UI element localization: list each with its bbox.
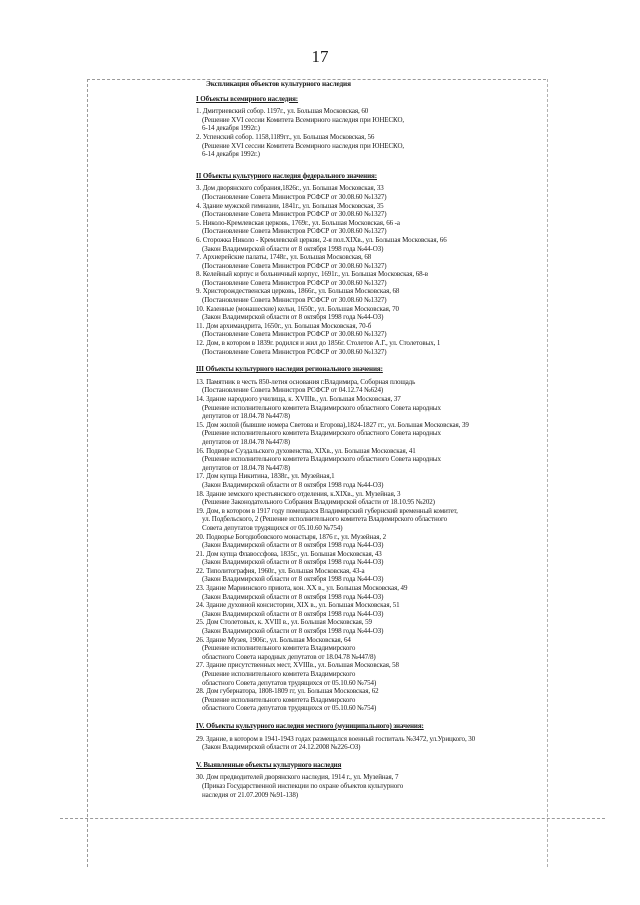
item-reference: 6-14 декабря 1992г.) xyxy=(202,150,260,159)
item-reference: (Приказ Государственной инспекции по охране объектов культурного xyxy=(202,781,404,790)
list-item xyxy=(196,601,536,618)
item-text: 9. Христорождественская церковь, 1866г., ул. Большая Московская, 68 xyxy=(196,287,400,296)
item-text: 29. Здание, в котором в 1941-1943 годах размещался военный госпиталь №3472, ул.Урицкого, 30 xyxy=(196,734,476,743)
item-reference: (Закон Владимирской области от 8 октября 1998 года №44-ОЗ) xyxy=(202,575,384,584)
item-text: 11. Дом архимандрита, 1650г., ул. Большая Московская, 70-б xyxy=(196,321,372,330)
item-reference: (Закон Владимирской области от 8 октября 1998 года №44-ОЗ) xyxy=(202,244,384,253)
list-item xyxy=(196,584,536,601)
list-item xyxy=(196,184,536,201)
section-spacer xyxy=(196,713,536,718)
section-heading: V. Выявленные объекты культурного наследия xyxy=(196,760,342,769)
item-text: 22. Типолитография, 1960г., ул. Большая Московская, 43-а xyxy=(196,566,365,575)
item-reference: (Закон Владимирской области от 8 октября 1998 года №44-ОЗ) xyxy=(202,609,384,618)
list-item xyxy=(196,550,536,567)
item-text: 5. Николо-Кремлевская церковь, 1769г., ул. Большая Московская, 66 -а xyxy=(196,218,400,227)
item-text: 14. Здание народного училища, к. XVIIIв., ул. Большая Московская, 37 xyxy=(196,395,401,403)
item-reference: наследия от 21.07.2009 №91-138) xyxy=(202,790,298,799)
item-text: 23. Здание Мариинского приюта, кон. XX в., ул. Большая Московская, 49 xyxy=(196,584,408,593)
section-spacer xyxy=(196,159,536,168)
item-reference: (Закон Владимирской области от 8 октября 1998 года №44-ОЗ) xyxy=(202,313,384,322)
section-heading: II Объекты культурного наследия федерального значения: xyxy=(196,171,377,180)
section-spacer xyxy=(196,799,536,804)
list-item xyxy=(196,421,536,447)
list-item xyxy=(196,219,536,236)
list-item xyxy=(196,236,536,253)
list-item xyxy=(196,322,536,339)
item-reference: областного Совета депутатов трудящихся от 05.10.60 №754) xyxy=(202,678,377,687)
sections-container xyxy=(196,95,536,805)
item-text: 1. Дмитриевский собор. 1197г., ул. Большая Московская, 60 xyxy=(196,107,369,116)
item-text: 24. Здание духовной консистории, XIX в., ул. Большая Московская, 51 xyxy=(196,601,400,610)
section-3 xyxy=(196,365,536,718)
item-text: 12. Дом, в котором в 1839г. родился и жил до 1856г. Столетов А.Г., ул. Столетовых, 1 xyxy=(196,339,441,348)
item-reference: (Закон Владимирской области от 8 октября 1998 года №44-ОЗ) xyxy=(202,558,384,567)
item-text: 4. Здание мужской гимназии, 1841г., ул. Большая Московская, 35 xyxy=(196,201,384,210)
item-reference: (Закон Владимирской области от 8 октября 1998 года №44-ОЗ) xyxy=(202,592,384,601)
item-reference: депутатов от 18.04.78 №447/8) xyxy=(202,412,291,421)
frame-bottom-border xyxy=(60,818,605,819)
item-text: 28. Дом губернатора, 1808-1809 гг, ул. Большая Московская, 62 xyxy=(196,687,379,696)
item-text: 27. Здание присутственных мест, XVIIIв., ул. Большая Московская, 58 xyxy=(196,661,399,670)
item-text: 10. Казенные (монашеские) кельи, 1650г., ул. Большая Московская, 70 xyxy=(196,304,399,313)
item-reference: (Решение исполнительного комитета Владимирского областного Совета народных xyxy=(202,455,441,464)
item-reference: (Закон Владимирской области от 8 октября 1998 года №44-ОЗ) xyxy=(202,541,384,550)
list-item xyxy=(196,270,536,287)
item-reference: (Решение XVI сессии Комитета Всемирного наследия при ЮНЕСКО, xyxy=(202,115,405,124)
item-text: 25. Дом Столетовых, к. XVIII в., ул. Большая Московская, 59 xyxy=(196,618,372,627)
section-5 xyxy=(196,761,536,804)
section-heading: IV. Объекты культурного наследия местного (муниципального) значения: xyxy=(196,721,424,730)
item-reference: (Решение XVI сессии Комитета Всемирного наследия при ЮНЕСКО, xyxy=(202,141,405,150)
item-text: 15. Дом жилой (бывшие номера Светова и Егорова),1824-1827 гг., ул. Большая Московская, 39 xyxy=(196,420,469,429)
document-title: Экспликация объектов культурного наследия xyxy=(206,80,351,88)
item-text: 21. Дом купца Флавоссфова, 1835г., ул. Большая Московская, 43 xyxy=(196,549,382,558)
item-text: 7. Архиерейские палаты, 1748г., ул. Большая Московская, 68 xyxy=(196,253,372,262)
list-item xyxy=(196,735,536,752)
item-text: 19. Дом, в котором в 1917 году помещался Владимирский губернский временный комитет, xyxy=(196,506,458,515)
item-reference: (Постановление Совета Министров РСФСР от 30.08.60 №1327) xyxy=(202,227,387,236)
section-spacer xyxy=(196,752,536,757)
list-item xyxy=(196,533,536,550)
item-reference: (Решение исполнительного комитета Владимирского областного Совета народных xyxy=(202,429,441,438)
item-text: 30. Дом предводителей дворянского наследия, 1914 г., ул. Музейная, 7 xyxy=(196,773,399,782)
section-2 xyxy=(196,172,536,361)
list-item xyxy=(196,395,536,421)
item-text: 18. Здание земского крестьянского отделения, к.XIXв., ул. Музейная, 3 xyxy=(196,489,401,498)
list-item xyxy=(196,378,536,395)
list-item xyxy=(196,507,536,533)
list-item xyxy=(196,305,536,322)
item-reference: (Постановление Совета Министров РСФСР от 30.08.60 №1327) xyxy=(202,261,387,270)
item-reference: (Постановление Совета Министров РСФСР от 30.08.60 №1327) xyxy=(202,192,387,201)
list-item xyxy=(196,339,536,356)
item-reference: депутатов от 18.04.78 №447/8) xyxy=(202,463,291,472)
item-text: 26. Здание Музея, 1906г., ул. Большая Московская, 64 xyxy=(196,635,351,644)
section-heading: III Объекты культурного наследия регионального значения: xyxy=(196,365,383,374)
list-item xyxy=(196,472,536,489)
item-reference: (Решение исполнительного комитета Владимирского областного Совета народных xyxy=(202,403,441,412)
item-reference: (Закон Владимирской области от 8 октября 1998 года №44-ОЗ) xyxy=(202,627,384,636)
item-text: 13. Памятник в честь 850-летия основания г.Владимира, Соборная площадь xyxy=(196,377,416,386)
list-item xyxy=(196,107,536,133)
list-item xyxy=(196,253,536,270)
item-reference: Совета депутатов трудящихся от 05.10.60 №754) xyxy=(202,523,343,532)
section-spacer xyxy=(196,356,536,361)
item-reference: областного Совета народных депутатов от 18.04.78 №447/8) xyxy=(202,652,376,661)
item-text: 8. Келейный корпус и больничный корпус, 1691г., ул. Большая Московская, 68-в xyxy=(196,270,428,279)
item-reference: (Постановление Совета Министров РСФСР от 30.08.60 №1327) xyxy=(202,347,387,356)
item-reference: 6-14 декабря 1992г.) xyxy=(202,124,260,133)
item-text: 17. Дом купца Никитина, 1838г., ул. Музейная,1 xyxy=(196,472,335,481)
item-reference: ул. Подбельского, 2 (Решение исполнительного комитета Владимирского областного xyxy=(202,515,447,524)
list-item xyxy=(196,287,536,304)
item-reference: депутатов от 18.04.78 №447/8) xyxy=(202,437,291,446)
list-item xyxy=(196,447,536,473)
list-item xyxy=(196,490,536,507)
list-item xyxy=(196,773,536,799)
list-item xyxy=(196,687,536,713)
item-reference: (Закон Владимирской области от 8 октября 1998 года №44-ОЗ) xyxy=(202,480,384,489)
list-item xyxy=(196,661,536,687)
item-reference: (Постановление Совета Министров РСФСР от 30.08.60 №1327) xyxy=(202,330,387,339)
list-item xyxy=(196,567,536,584)
document-body xyxy=(196,80,536,804)
item-reference: областного Совета депутатов трудящихся от 05.10.60 №754) xyxy=(202,704,377,713)
item-text: 20. Подворье Богодюбовского монастыря, 1876 г., ул. Музейная, 2 xyxy=(196,532,387,541)
item-reference: (Закон Владимирской области от 24.12.2008 №226-ОЗ) xyxy=(202,743,361,752)
section-heading: I Объекты всемирного наследия: xyxy=(196,94,299,103)
list-item xyxy=(196,618,536,635)
item-reference: (Постановление Совета Министров РСФСР от 04.12.74 №624) xyxy=(202,386,384,395)
item-reference: (Решение исполнительного комитета Владимирского xyxy=(202,695,356,704)
section-1 xyxy=(196,95,536,168)
item-reference: (Решение Законодательного Собрания Владимирской области от 18.10.95 №202) xyxy=(202,498,435,507)
item-text: 2. Успенский собор. 1158,1189гг., ул. Большая Московская, 56 xyxy=(196,132,375,141)
item-text: 6. Сторожка Николо - Кремлевской церкви, 2-я пол.XIXв., ул. Большая Московская, 66 xyxy=(196,235,447,244)
page-number: 17 xyxy=(311,47,329,66)
item-reference: (Постановление Совета Министров РСФСР от 30.08.60 №1327) xyxy=(202,210,387,219)
item-reference: (Постановление Совета Министров РСФСР от 30.08.60 №1327) xyxy=(202,296,387,305)
item-reference: (Решение исполнительного комитета Владимирского xyxy=(202,670,356,678)
item-reference: (Постановление Совета Министров РСФСР от 30.08.60 №1327) xyxy=(202,278,387,287)
list-item xyxy=(196,202,536,219)
list-item xyxy=(196,133,536,159)
item-reference: (Решение исполнительного комитета Владимирского xyxy=(202,644,356,653)
item-text: 16. Подворье Суздальского духовенства, XIXв., ул. Большая Московская, 41 xyxy=(196,446,416,455)
section-4 xyxy=(196,722,536,757)
list-item xyxy=(196,636,536,662)
item-text: 3. Дом дворянского собрания,1826г., ул. Большая Московская, 33 xyxy=(196,184,384,193)
